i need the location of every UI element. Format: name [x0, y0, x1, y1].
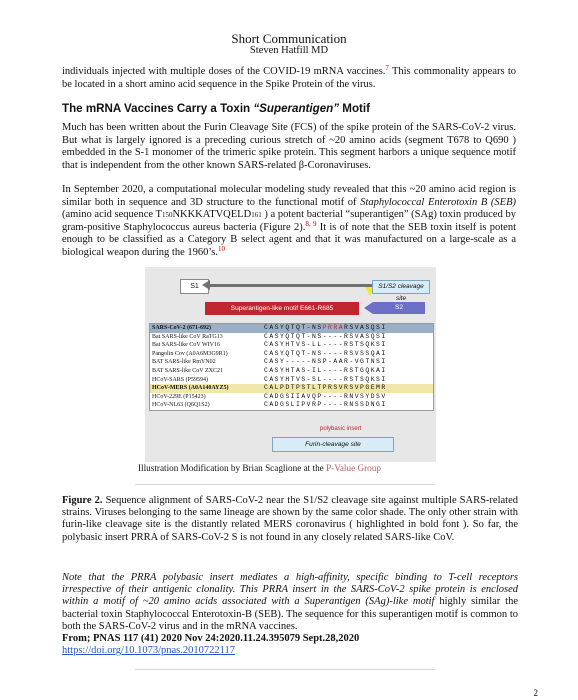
- intro-text-b: This commonality appears to be located in a short amino acid sequence in the Spike Protein of the virus.: [62, 66, 516, 90]
- figure-credit: [138, 463, 381, 473]
- p2-citation-2: 10: [218, 244, 226, 253]
- source-line: From; PNAS 117 (41) 2020 Nov 24:2020.11.24.395079 Sept.28,2020: [62, 633, 360, 645]
- polybasic-insert-label: polybasic insert: [320, 426, 362, 432]
- caption-text: Sequence alignment of SARS-CoV-2 near the S1/S2 cleavage site against multiple SARS-related strains. Viruses belonging to the same lineage are shown by the same color shade. The only other strain with furin-like cleavage site is the distantly related MERS coronavirus ( highlighted in bold font ). So far, the polybasic insert PRRA of SARS-CoV-2 S is not found in any closely related SARS-like CoV.: [62, 495, 518, 543]
- body-paragraph-1: Much has been written about the Furin Cleavage Site (FCS) of the spike protein of the SARS-CoV-2 virus. But what is largely ignored is a preceding curious stretch of ~20 amino acids (segment T678 to Q690 ) embedded in the S-1 monomer of the trimeric spike protein. This segment harbors a unique sequence motif that is independent from the other known SARS-related β-Coronaviruses.: [62, 122, 516, 171]
- p2-seq: NKKKATVQELD: [172, 209, 252, 221]
- alignment-table: [149, 323, 434, 411]
- strain-name: HCoV-SARS (P59594): [152, 376, 208, 383]
- alignment-row: [150, 350, 433, 359]
- figure-caption: [62, 495, 518, 544]
- p2-text-h: It is of note that the SEB toxin itself is potent enough to be classified as a Category B select agent and that it was manufactured on a large-scale as a biological weapon during the 1960’s.: [62, 221, 517, 258]
- heading-part-a: The mRNA Vaccines Carry a Toxin: [62, 102, 254, 115]
- p2-sub-start: 150: [161, 211, 173, 220]
- intro-paragraph: [62, 66, 516, 91]
- p2-text-a: In September 2020, a computational molecular modeling study revealed that this ~20 amino acid region is similar both in sequence and 3D structure to the functional motif of: [62, 184, 516, 208]
- p2-text-c: (amino acid sequence T: [62, 209, 162, 221]
- strain-sequence: CASYQTQT-NSPRRARSVASQSI: [264, 324, 387, 331]
- intro-text-a: individuals injected with multiple doses of the COVID-19 mRNA vaccines.: [62, 66, 386, 77]
- alignment-row: [150, 358, 433, 367]
- page-number: 2: [533, 688, 538, 698]
- heading-part-c: Motif: [339, 102, 370, 115]
- heading-part-b: “Superantigen”: [253, 102, 340, 115]
- header-author: Steven Hatfill MD: [249, 45, 329, 56]
- note-paragraph: [62, 572, 518, 657]
- note-italic: Note that the PRRA polybasic insert mediates a high-affinity, specific binding to T-cell receptors irrespective of their antigenic clonality. This PRRA insert in the SARS-CoV-2 spike protein is enclosed within a motif of ~20 amino acids associated with a Superantigen (SAg)-like motif: [62, 572, 518, 608]
- strain-sequence: CASYHTAS-IL----RSTGQKAI: [264, 366, 387, 374]
- alignment-row: [150, 324, 433, 333]
- credit-text: Illustration Modification by Brian Scaglione at the: [138, 463, 327, 473]
- strain-sequence: CASYHTVS-SL----RSTSQKSI: [264, 375, 387, 383]
- alignment-row: [150, 367, 433, 376]
- caption-label: Figure 2.: [62, 495, 103, 506]
- strain-sequence: CALPDTPSTLTPRSVRSVPGEMR: [264, 384, 387, 392]
- strain-name: HCoV-NL63 (Q6Q1S2): [152, 402, 210, 409]
- s1-label: S1: [180, 279, 209, 294]
- header-title: Short Communication: [231, 31, 347, 46]
- alignment-row: [150, 384, 433, 393]
- strain-name: BAT SARS-like CoV ZXC21: [152, 367, 223, 374]
- alignment-row: [150, 341, 433, 350]
- credit-group: P-Value Group: [326, 463, 381, 473]
- strain-name: Bat SARS-like CoV RaTG13: [152, 333, 223, 340]
- strain-name: Pangolin Cov (A0A6M3G9R1): [152, 350, 228, 357]
- strain-name: HCoV-229E (P15423): [152, 393, 206, 400]
- alignment-row: [150, 401, 433, 410]
- section-heading: [62, 102, 522, 115]
- doi-link[interactable]: https://doi.org/10.1073/pnas.2010722117: [62, 645, 235, 657]
- strain-name: Bat SARS-like CoV WIV16: [152, 342, 220, 349]
- strain-name: BAT SARS-like RmYN02: [152, 359, 216, 366]
- strain-name: SARS-CoV-2 (671-692): [152, 325, 212, 331]
- strain-sequence: CASYQTQT-NS----RSVASQSI: [264, 332, 387, 340]
- alignment-row: [150, 376, 433, 385]
- p2-sub-end: 161: [251, 211, 262, 220]
- s2-label: S2: [373, 302, 425, 314]
- superantigen-motif-bar: Superantigen-like motif E661-R685: [205, 302, 359, 315]
- intro-citation: 7: [385, 64, 389, 72]
- figure-alignment: [145, 267, 436, 462]
- furin-cleavage-label: Furin-cleavage site: [272, 437, 394, 452]
- strain-sequence: CASYHTVS-LL----RSTSQKSI: [264, 341, 387, 349]
- alignment-row: [150, 393, 433, 402]
- s1s2-cleavage-label: S1/S2 cleavage site: [372, 280, 430, 294]
- s1-arrow-shaft: [209, 284, 379, 287]
- strain-sequence: CADGSIIAVQP----RNVSYDSV: [264, 392, 387, 400]
- body-paragraph-2: [62, 184, 516, 260]
- strain-sequence: CASY-----NSP-AAR-VGTNSI: [264, 358, 387, 366]
- p2-text-g: ) a potent bacterial “superantigen” (SAg) toxin produced by gram-positive Staphylococcus aureus bacteria (Figure 2).: [62, 209, 516, 233]
- alignment-row: [150, 333, 433, 342]
- strain-sequence: CADGSLIPVRP----RNSSDNGI: [264, 401, 387, 409]
- divider-top: [135, 484, 435, 485]
- note-plain: highly similar the bacterial toxin Staphylococcal Enterotoxin-B (SEB). The sequence for this superantigen motif is common to both the SARS-CoV-2 virus and in the mRNA vaccines.: [62, 596, 518, 632]
- s2-arrow-icon: [364, 302, 373, 314]
- p2-organism: Staphylococcal Enterotoxin B (SEB): [360, 196, 516, 208]
- divider-bottom: [135, 669, 435, 670]
- p2-citation-1: 8, 9: [305, 219, 317, 228]
- strain-name: HCoV-MERS (A0A140AYZ5): [152, 385, 229, 392]
- strain-sequence: CASYQTQT-NS----RSVSSQAI: [264, 349, 387, 357]
